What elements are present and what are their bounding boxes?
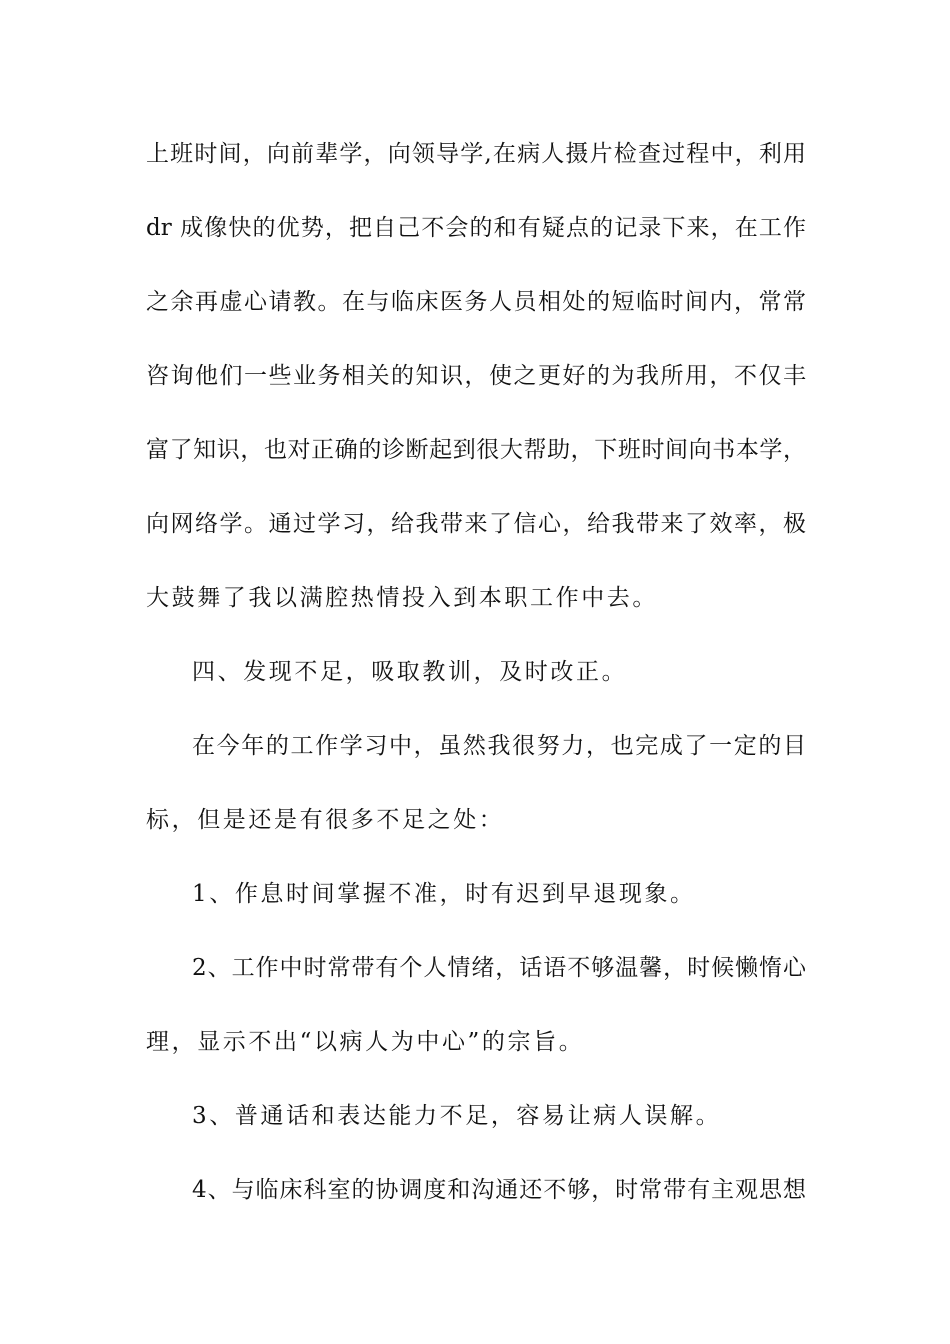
text-line: 理，显示不出“以病人为中心”的宗旨。 (146, 1029, 585, 1055)
text-line: 富了知识，也对正确的诊断起到很大帮助，下班时间向书本学， (146, 437, 806, 463)
list-item: 2、工作中时常带有个人情绪，话语不够温馨，时候懒惰心 (192, 955, 806, 981)
text-line: 在今年的工作学习中，虽然我很努力，也完成了一定的目 (192, 733, 806, 759)
text-line: 大鼓舞了我以满腔热情投入到本职工作中去。 (146, 585, 658, 611)
text-line: dr 成像快的优势，把自己不会的和有疑点的记录下来，在工作 (146, 215, 806, 241)
list-item: 3、普通话和表达能力不足，容易让病人误解。 (192, 1103, 722, 1129)
section-heading: 四、发现不足，吸取教训，及时改正。 (192, 659, 628, 685)
text-line: 之余再虚心请教。在与临床医务人员相处的短临时间内，常常 (146, 289, 806, 315)
text-line: 标，但是还是有很多不足之处： (146, 807, 505, 833)
list-item: 1、作息时间掌握不准，时有迟到早退现象。 (192, 881, 696, 907)
list-item: 4、与临床科室的协调度和沟通还不够，时常带有主观思想 (192, 1177, 806, 1203)
document-body (146, 130, 806, 1240)
text-line: 向网络学。通过学习，给我带来了信心，给我带来了效率，极 (146, 511, 806, 537)
text-line: 咨询他们一些业务相关的知识，使之更好的为我所用，不仅丰 (146, 363, 806, 389)
text-line: 上班时间，向前辈学，向领导学,在病人摄片检查过程中，利用 (146, 141, 806, 167)
